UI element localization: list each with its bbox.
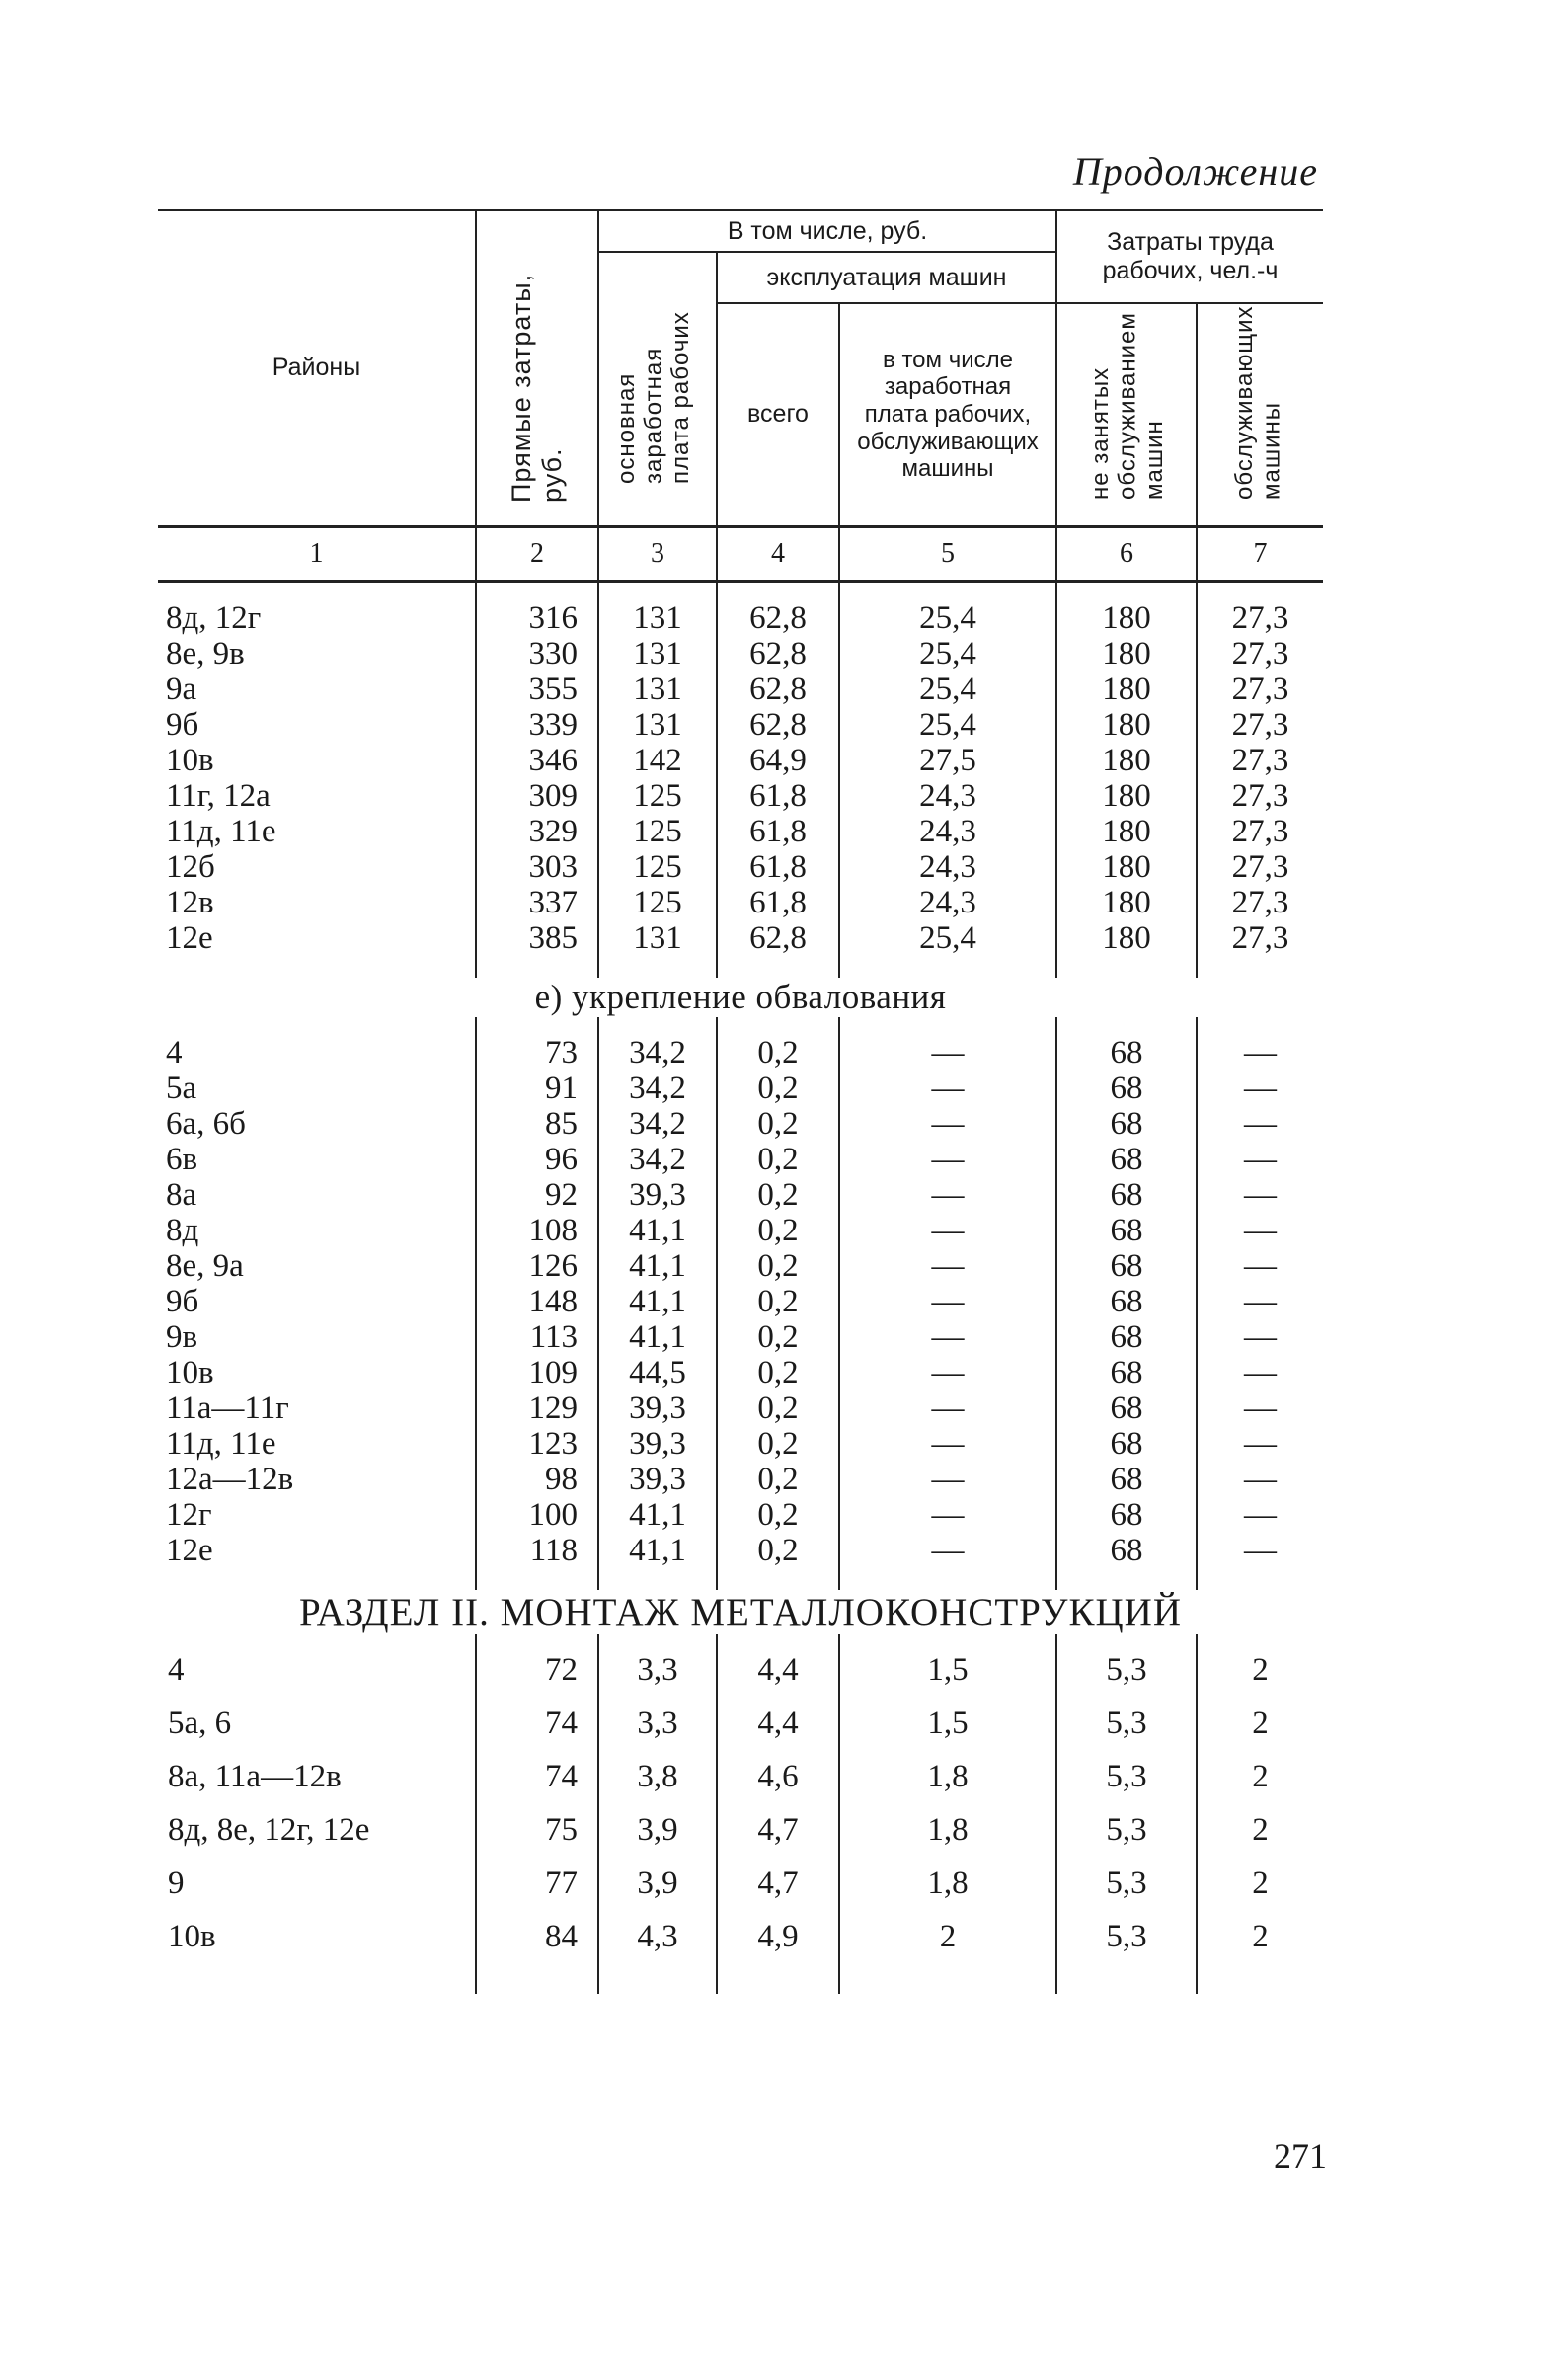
rayon-cell: 10в — [166, 1354, 214, 1390]
value-cell: 316 — [476, 581, 598, 636]
table-row — [158, 920, 1323, 978]
rayon-cell: 11д, 11е — [166, 1425, 276, 1462]
value-cell: 27,3 — [1197, 707, 1323, 743]
section1-body — [158, 581, 1323, 978]
value-cell: 1,5 — [839, 1706, 1056, 1759]
value-cell: 68 — [1056, 1248, 1197, 1284]
continuation-label: Продолжение — [1072, 149, 1318, 194]
value-cell: 123 — [476, 1426, 598, 1462]
value-cell: 131 — [598, 636, 717, 672]
value-cell: 2 — [839, 1919, 1056, 1994]
table-row — [158, 636, 1323, 672]
header-rayony: Районы — [158, 210, 476, 526]
value-cell: 68 — [1056, 1142, 1197, 1177]
value-cell: — — [1197, 1177, 1323, 1213]
value-cell: 1,8 — [839, 1759, 1056, 1812]
value-cell: 129 — [476, 1390, 598, 1426]
rayon-cell: 12е — [166, 1532, 213, 1568]
value-cell: 27,3 — [1197, 814, 1323, 849]
value-cell: 355 — [476, 672, 598, 707]
value-cell: 92 — [476, 1177, 598, 1213]
rayon-cell: 8е, 9а — [166, 1247, 244, 1284]
rayon-cell: 9б — [166, 706, 199, 743]
section3-title: РАЗДЕЛ II. МОНТАЖ МЕТАЛЛОКОНСТРУКЦИЙ — [298, 1590, 1183, 1633]
value-cell: — — [1197, 1213, 1323, 1248]
rayon-cell: 9 — [168, 1864, 185, 1901]
value-cell: 4,4 — [717, 1706, 839, 1759]
value-cell: — — [839, 1213, 1056, 1248]
value-cell: 73 — [476, 1017, 598, 1071]
value-cell: 5,3 — [1056, 1812, 1197, 1865]
value-cell: 0,2 — [717, 1142, 839, 1177]
value-cell: 2 — [1197, 1919, 1323, 1994]
table-row — [158, 1142, 1323, 1177]
value-cell: 62,8 — [717, 581, 839, 636]
value-cell: 180 — [1056, 581, 1197, 636]
table-row — [158, 1497, 1323, 1533]
value-cell: 5,3 — [1056, 1634, 1197, 1706]
header-zarplata-mash: в том числе заработная плата рабочих, обслуживающих машины — [839, 303, 1056, 526]
value-cell: 91 — [476, 1071, 598, 1106]
value-cell: — — [1197, 1017, 1323, 1071]
value-cell: 27,3 — [1197, 672, 1323, 707]
value-cell: 27,3 — [1197, 636, 1323, 672]
value-cell: 27,3 — [1197, 920, 1323, 978]
page-number: 271 — [1274, 2136, 1327, 2176]
value-cell: 0,2 — [717, 1213, 839, 1248]
value-cell: — — [839, 1106, 1056, 1142]
value-cell: 34,2 — [598, 1071, 717, 1106]
header-obsluzh — [1197, 303, 1323, 526]
rayon-cell: 11г, 12а — [166, 777, 271, 814]
value-cell: 0,2 — [717, 1248, 839, 1284]
section2-heading — [158, 978, 1323, 1017]
col-number: 3 — [598, 526, 717, 581]
rayon-cell: 6в — [166, 1141, 198, 1177]
table-row — [158, 1706, 1323, 1759]
value-cell: 142 — [598, 743, 717, 778]
value-cell: 96 — [476, 1142, 598, 1177]
header-vsego: всего — [717, 303, 839, 526]
value-cell: 27,3 — [1197, 885, 1323, 920]
section3-body — [158, 1634, 1323, 1994]
value-cell: 0,2 — [717, 1533, 839, 1590]
header-zatraty-truda: Затраты труда рабочих, чел.-ч — [1056, 210, 1323, 303]
rayon-cell: 9б — [166, 1283, 199, 1319]
value-cell: 108 — [476, 1213, 598, 1248]
value-cell: 131 — [598, 672, 717, 707]
value-cell: 2 — [1197, 1759, 1323, 1812]
value-cell: 41,1 — [598, 1284, 717, 1319]
value-cell: 0,2 — [717, 1426, 839, 1462]
value-cell: 68 — [1056, 1533, 1197, 1590]
value-cell: 24,3 — [839, 885, 1056, 920]
header-v-tom-chisle: В том числе, руб. — [598, 210, 1056, 252]
section2-body — [158, 1017, 1323, 1590]
value-cell: 180 — [1056, 636, 1197, 672]
value-cell: 68 — [1056, 1497, 1197, 1533]
value-cell: 77 — [476, 1865, 598, 1919]
value-cell: 68 — [1056, 1462, 1197, 1497]
value-cell: 75 — [476, 1812, 598, 1865]
value-cell: 62,8 — [717, 636, 839, 672]
value-cell: 68 — [1056, 1106, 1197, 1142]
value-cell: 3,9 — [598, 1812, 717, 1865]
rayon-cell: 8а — [166, 1176, 197, 1213]
table-row — [158, 1462, 1323, 1497]
value-cell: 131 — [598, 707, 717, 743]
value-cell: 109 — [476, 1355, 598, 1390]
value-cell: — — [839, 1284, 1056, 1319]
value-cell: 0,2 — [717, 1462, 839, 1497]
rayon-cell: 12а—12в — [166, 1461, 294, 1497]
rayon-cell: 12е — [166, 919, 213, 956]
value-cell: 44,5 — [598, 1355, 717, 1390]
value-cell: 5,3 — [1056, 1706, 1197, 1759]
value-cell: 61,8 — [717, 849, 839, 885]
value-cell: 346 — [476, 743, 598, 778]
value-cell: 72 — [476, 1634, 598, 1706]
table-row — [158, 1213, 1323, 1248]
value-cell: — — [839, 1142, 1056, 1177]
value-cell: 34,2 — [598, 1142, 717, 1177]
value-cell: 27,3 — [1197, 743, 1323, 778]
value-cell: 0,2 — [717, 1017, 839, 1071]
table-row — [158, 814, 1323, 849]
value-cell: — — [1197, 1142, 1323, 1177]
value-cell: — — [839, 1355, 1056, 1390]
rayon-cell: 8д — [166, 1212, 199, 1248]
table-row — [158, 1284, 1323, 1319]
value-cell: — — [839, 1017, 1056, 1071]
col-number: 7 — [1197, 526, 1323, 581]
value-cell: 0,2 — [717, 1497, 839, 1533]
value-cell: 61,8 — [717, 814, 839, 849]
rayon-cell: 11а—11г — [166, 1389, 289, 1426]
value-cell: 39,3 — [598, 1426, 717, 1462]
value-cell: 0,2 — [717, 1071, 839, 1106]
value-cell: 24,3 — [839, 849, 1056, 885]
value-cell: 41,1 — [598, 1319, 717, 1355]
value-cell: 180 — [1056, 885, 1197, 920]
value-cell: 41,1 — [598, 1213, 717, 1248]
value-cell: 74 — [476, 1759, 598, 1812]
rayon-cell: 8а, 11а—12в — [168, 1758, 342, 1794]
value-cell: 4,4 — [717, 1634, 839, 1706]
value-cell: — — [1197, 1390, 1323, 1426]
col-number: 6 — [1056, 526, 1197, 581]
value-cell: 2 — [1197, 1706, 1323, 1759]
header-pryamye-text: Прямые затраты, руб. — [505, 274, 567, 504]
col-number: 1 — [158, 526, 476, 581]
value-cell: 131 — [598, 581, 717, 636]
value-cell: 39,3 — [598, 1390, 717, 1426]
value-cell: 118 — [476, 1533, 598, 1590]
value-cell: — — [839, 1248, 1056, 1284]
rayon-cell: 6а, 6б — [166, 1105, 246, 1142]
value-cell: 309 — [476, 778, 598, 814]
rayon-cell: 11д, 11е — [166, 813, 276, 849]
value-cell: 125 — [598, 885, 717, 920]
value-cell: 2 — [1197, 1865, 1323, 1919]
value-cell: 68 — [1056, 1426, 1197, 1462]
value-cell: — — [1197, 1497, 1323, 1533]
table-row — [158, 1865, 1323, 1919]
table-row — [158, 743, 1323, 778]
table-row — [158, 1248, 1323, 1284]
value-cell: 5,3 — [1056, 1759, 1197, 1812]
cost-table — [158, 209, 1323, 1994]
value-cell: 385 — [476, 920, 598, 978]
value-cell: 4,3 — [598, 1919, 717, 1994]
table-row — [158, 1812, 1323, 1865]
value-cell: 98 — [476, 1462, 598, 1497]
value-cell: 113 — [476, 1319, 598, 1355]
value-cell: — — [839, 1533, 1056, 1590]
value-cell: 41,1 — [598, 1497, 717, 1533]
value-cell: 330 — [476, 636, 598, 672]
value-cell: 25,4 — [839, 707, 1056, 743]
value-cell: 64,9 — [717, 743, 839, 778]
value-cell: — — [1197, 1284, 1323, 1319]
header-ne-zanyatyh-text: не занятых обслуживанием машин — [1087, 312, 1169, 501]
value-cell: 68 — [1056, 1213, 1197, 1248]
value-cell: 3,8 — [598, 1759, 717, 1812]
value-cell: 0,2 — [717, 1177, 839, 1213]
table-row — [158, 778, 1323, 814]
value-cell: 34,2 — [598, 1017, 717, 1071]
value-cell: 27,5 — [839, 743, 1056, 778]
value-cell: 0,2 — [717, 1390, 839, 1426]
value-cell: 62,8 — [717, 672, 839, 707]
value-cell: 41,1 — [598, 1248, 717, 1284]
value-cell: 61,8 — [717, 778, 839, 814]
table-row — [158, 1759, 1323, 1812]
value-cell: — — [839, 1319, 1056, 1355]
table-row — [158, 1426, 1323, 1462]
rayon-cell: 8е, 9в — [166, 635, 245, 672]
value-cell: 180 — [1056, 672, 1197, 707]
header-obsluzh-text: обслуживающих машины — [1230, 305, 1285, 501]
value-cell: 125 — [598, 778, 717, 814]
value-cell: 4,6 — [717, 1759, 839, 1812]
table-row — [158, 1017, 1323, 1071]
value-cell: 3,3 — [598, 1706, 717, 1759]
col-number: 4 — [717, 526, 839, 581]
value-cell: 25,4 — [839, 672, 1056, 707]
value-cell: 180 — [1056, 920, 1197, 978]
table-header — [158, 210, 1323, 581]
value-cell: 1,8 — [839, 1865, 1056, 1919]
value-cell: 125 — [598, 849, 717, 885]
table-row — [158, 1319, 1323, 1355]
value-cell: 68 — [1056, 1017, 1197, 1071]
value-cell: 4,9 — [717, 1919, 839, 1994]
rayon-cell: 10в — [168, 1918, 216, 1954]
col-number: 2 — [476, 526, 598, 581]
value-cell: 68 — [1056, 1284, 1197, 1319]
value-cell: 1,5 — [839, 1634, 1056, 1706]
value-cell: — — [839, 1497, 1056, 1533]
table-row — [158, 672, 1323, 707]
table-row — [158, 1634, 1323, 1706]
header-pryamye — [476, 210, 598, 526]
table-row — [158, 1106, 1323, 1142]
rayon-cell: 4 — [166, 1034, 183, 1071]
value-cell: — — [839, 1390, 1056, 1426]
rayon-cell: 12в — [166, 884, 214, 920]
rayon-cell: 12г — [166, 1496, 212, 1533]
value-cell: 62,8 — [717, 707, 839, 743]
table-row — [158, 1355, 1323, 1390]
value-cell: 180 — [1056, 849, 1197, 885]
rayon-cell: 9а — [166, 671, 197, 707]
header-ne-zanyatyh — [1056, 303, 1197, 526]
value-cell: 303 — [476, 849, 598, 885]
header-osnovnaya — [598, 252, 717, 526]
value-cell: 25,4 — [839, 920, 1056, 978]
value-cell: 180 — [1056, 707, 1197, 743]
value-cell: — — [1197, 1355, 1323, 1390]
table-row — [158, 1919, 1323, 1994]
table-row — [158, 1390, 1323, 1426]
value-cell: 4,7 — [717, 1865, 839, 1919]
value-cell: 61,8 — [717, 885, 839, 920]
value-cell: 0,2 — [717, 1319, 839, 1355]
rayon-cell: 8д, 12г — [166, 599, 262, 636]
value-cell: — — [1197, 1071, 1323, 1106]
value-cell: 68 — [1056, 1177, 1197, 1213]
value-cell: 0,2 — [717, 1106, 839, 1142]
table-row — [158, 1071, 1323, 1106]
rayon-cell: 5а — [166, 1070, 197, 1106]
value-cell: 27,3 — [1197, 581, 1323, 636]
value-cell: 85 — [476, 1106, 598, 1142]
value-cell: — — [1197, 1426, 1323, 1462]
value-cell: 180 — [1056, 778, 1197, 814]
value-cell: 39,3 — [598, 1177, 717, 1213]
rayon-cell: 12б — [166, 848, 215, 885]
section2-title: е) укрепление обвалования — [534, 977, 947, 1016]
value-cell: — — [1197, 1533, 1323, 1590]
value-cell: 68 — [1056, 1355, 1197, 1390]
value-cell: 68 — [1056, 1390, 1197, 1426]
value-cell: 27,3 — [1197, 849, 1323, 885]
table-row — [158, 581, 1323, 636]
value-cell: 84 — [476, 1919, 598, 1994]
rayon-cell: 5а, 6 — [168, 1705, 232, 1741]
rayon-cell: 4 — [168, 1651, 185, 1688]
value-cell: — — [1197, 1106, 1323, 1142]
value-cell: — — [1197, 1462, 1323, 1497]
value-cell: 25,4 — [839, 636, 1056, 672]
value-cell: 1,8 — [839, 1812, 1056, 1865]
value-cell: 125 — [598, 814, 717, 849]
value-cell: 180 — [1056, 743, 1197, 778]
value-cell: 126 — [476, 1248, 598, 1284]
value-cell: 4,7 — [717, 1812, 839, 1865]
value-cell: 5,3 — [1056, 1919, 1197, 1994]
rayon-cell: 10в — [166, 742, 214, 778]
value-cell: 68 — [1056, 1071, 1197, 1106]
rayon-cell: 9в — [166, 1318, 198, 1355]
table-row — [158, 1533, 1323, 1590]
value-cell: 39,3 — [598, 1462, 717, 1497]
value-cell: 2 — [1197, 1812, 1323, 1865]
value-cell: 68 — [1056, 1319, 1197, 1355]
value-cell: 24,3 — [839, 814, 1056, 849]
table-row — [158, 849, 1323, 885]
header-ekspluataciya: эксплуатация машин — [717, 252, 1056, 303]
value-cell: 0,2 — [717, 1284, 839, 1319]
value-cell: — — [839, 1426, 1056, 1462]
value-cell: 27,3 — [1197, 778, 1323, 814]
value-cell: 62,8 — [717, 920, 839, 978]
column-numbers-row — [158, 526, 1323, 581]
value-cell: — — [1197, 1248, 1323, 1284]
value-cell: 41,1 — [598, 1533, 717, 1590]
value-cell: — — [839, 1177, 1056, 1213]
value-cell: — — [839, 1071, 1056, 1106]
col-number: 5 — [839, 526, 1056, 581]
value-cell: 329 — [476, 814, 598, 849]
value-cell: 3,9 — [598, 1865, 717, 1919]
value-cell: — — [839, 1462, 1056, 1497]
value-cell: 24,3 — [839, 778, 1056, 814]
value-cell: 74 — [476, 1706, 598, 1759]
value-cell: 148 — [476, 1284, 598, 1319]
header-osnovnaya-text: основная заработная плата рабочих — [613, 311, 695, 485]
value-cell: 5,3 — [1056, 1865, 1197, 1919]
table-row — [158, 707, 1323, 743]
value-cell: 337 — [476, 885, 598, 920]
value-cell: 180 — [1056, 814, 1197, 849]
value-cell: 339 — [476, 707, 598, 743]
table-row — [158, 885, 1323, 920]
section3-heading — [158, 1590, 1323, 1634]
value-cell: — — [1197, 1319, 1323, 1355]
value-cell: 100 — [476, 1497, 598, 1533]
table-row — [158, 1177, 1323, 1213]
value-cell: 2 — [1197, 1634, 1323, 1706]
value-cell: 131 — [598, 920, 717, 978]
value-cell: 3,3 — [598, 1634, 717, 1706]
value-cell: 34,2 — [598, 1106, 717, 1142]
rayon-cell: 8д, 8е, 12г, 12е — [168, 1811, 370, 1848]
value-cell: 25,4 — [839, 581, 1056, 636]
value-cell: 0,2 — [717, 1355, 839, 1390]
